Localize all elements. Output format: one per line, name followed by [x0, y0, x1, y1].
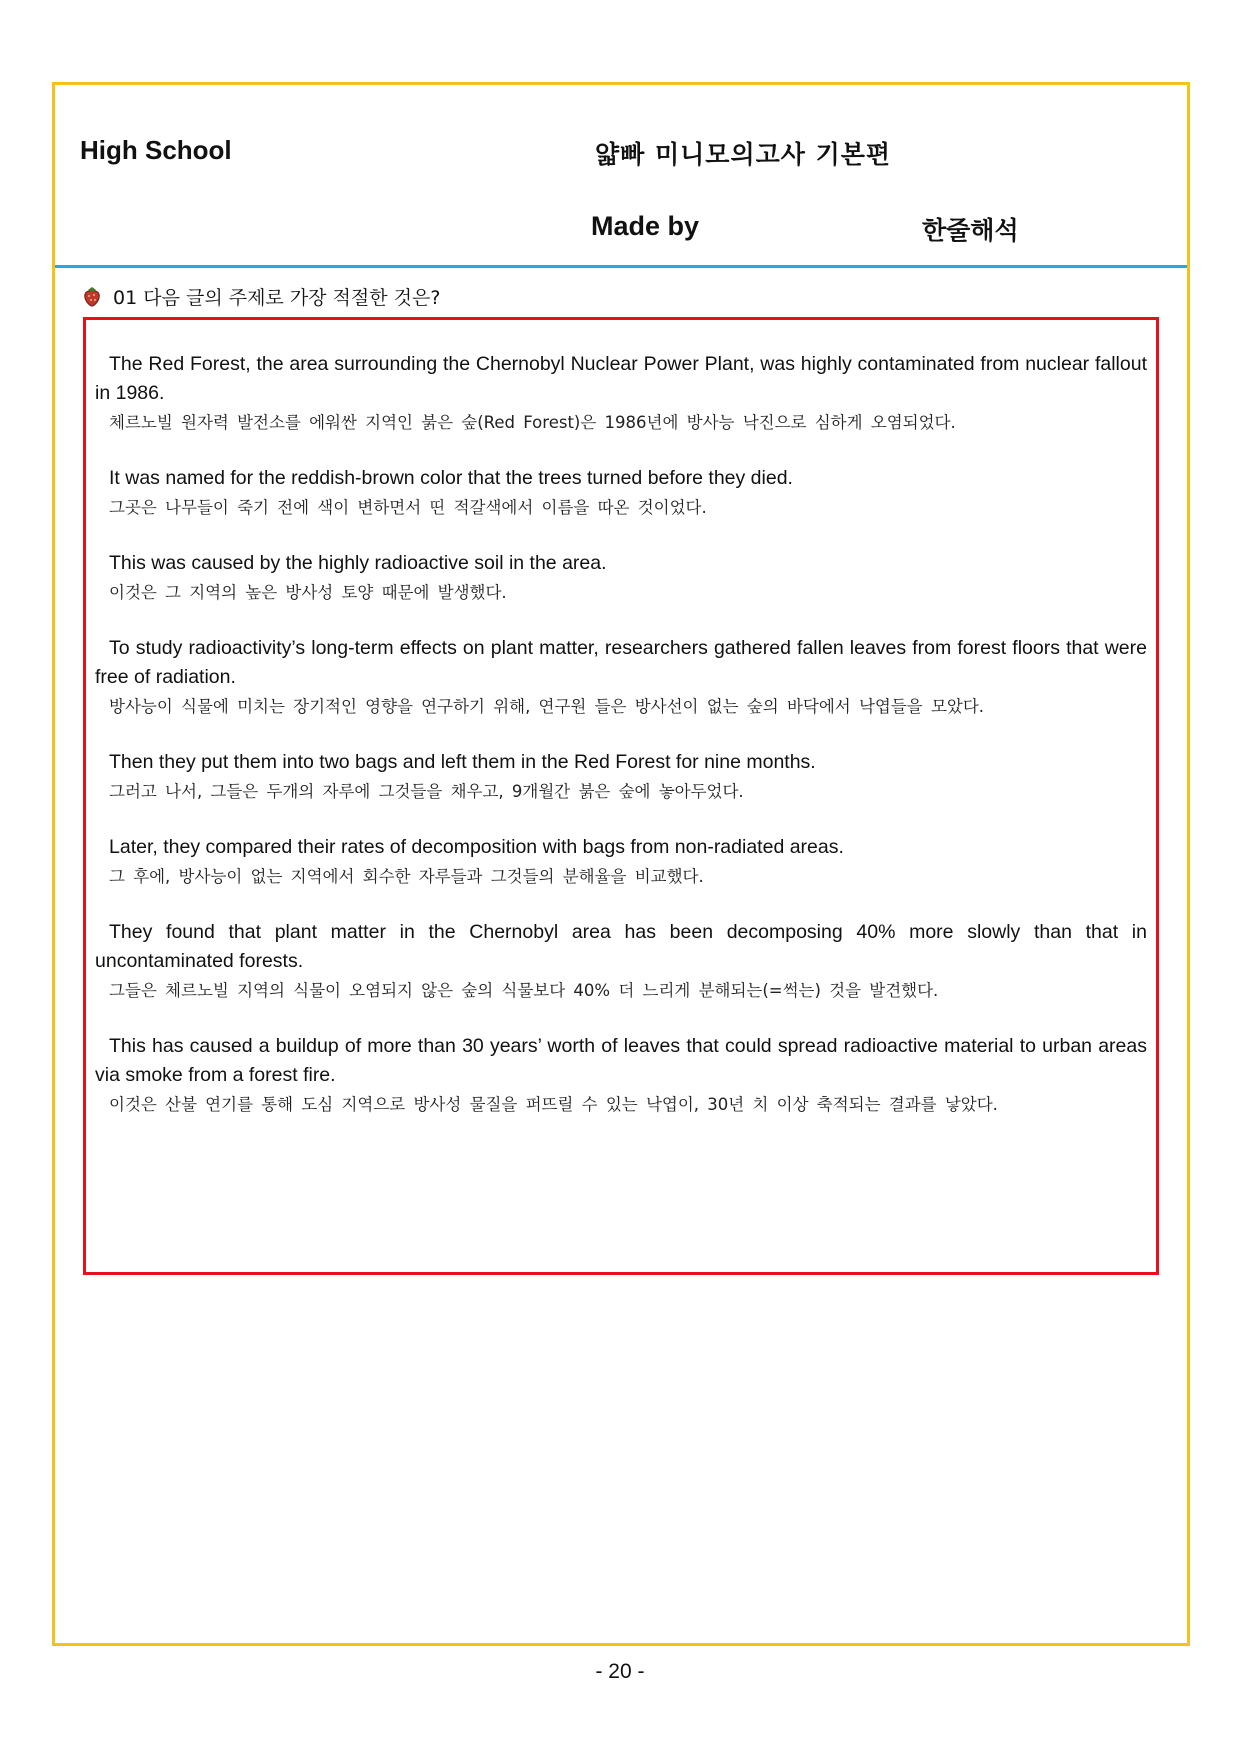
sentence-pair-7 — [95, 918, 1147, 1002]
english-sentence: This has caused a buildup of more than 30 years’ worth of leaves that could spread radioactive material to urban areas via smoke from a forest fire. — [95, 1035, 1147, 1086]
english-sentence: This was caused by the highly radioactive soil in the area. — [109, 552, 607, 574]
passage-box — [83, 317, 1159, 1275]
sentence-pair-4 — [95, 634, 1147, 718]
english-sentence: Later, they compared their rates of decomposition with bags from non-radiated areas. — [109, 836, 844, 858]
sentence-pair-1 — [95, 350, 1147, 434]
made-by-label: Made by — [591, 211, 700, 241]
header — [55, 85, 1187, 268]
korean-translation: 체르노빌 원자력 발전소를 에워싼 지역인 붉은 숲(Red Forest)은 1986년에 방사능 낙진으로 심하게 오염되었다. — [109, 413, 956, 432]
sentence-pair-5 — [95, 748, 1147, 803]
korean-translation: 그곳은 나무들이 죽기 전에 색이 변하면서 띤 적갈색에서 이름을 따온 것이었다. — [109, 498, 707, 517]
page-frame — [52, 82, 1190, 1646]
korean-translation: 그들은 체르노빌 지역의 식물이 오염되지 않은 숲의 식물보다 40% 더 느리게 분해되는(=썩는) 것을 발견했다. — [109, 981, 939, 1000]
english-sentence: The Red Forest, the area surrounding the Chernobyl Nuclear Power Plant, was highly contaminated from nuclear fallout in 1986. — [95, 353, 1147, 404]
korean-translation: 그 후에, 방사능이 없는 지역에서 회수한 자루들과 그것들의 분해율을 비교했다. — [109, 867, 704, 886]
english-sentence: They found that plant matter in the Chernobyl area has been decomposing 40% more slowly than that in uncontaminated forests. — [95, 921, 1147, 972]
sentence-pair-3 — [95, 549, 1147, 604]
workbook-title: 얇빠 미니모의고사 기본편 — [595, 140, 892, 169]
strawberry-icon — [83, 286, 101, 307]
english-sentence: Then they put them into two bags and left them in the Red Forest for nine months. — [109, 751, 816, 773]
korean-translation: 그러고 나서, 그들은 두개의 자루에 그것들을 채우고, 9개월간 붉은 숲에 놓아두었다. — [109, 782, 744, 801]
korean-translation: 이것은 산불 연기를 통해 도심 지역으로 방사성 물질을 퍼뜨릴 수 있는 낙엽이, 30년 치 이상 축적되는 결과를 낳았다. — [109, 1095, 998, 1114]
question-text: 01 다음 글의 주제로 가장 적절한 것은? — [113, 287, 441, 309]
sentence-pair-8 — [95, 1032, 1147, 1116]
page-number: - 20 - — [595, 1660, 645, 1683]
korean-translation: 방사능이 식물에 미치는 장기적인 영향을 연구하기 위해, 연구원 들은 방사선이 없는 숲의 바닥에서 낙엽들을 모았다. — [109, 697, 985, 716]
sentence-pair-6 — [95, 833, 1147, 888]
level-label: High School — [80, 135, 232, 165]
english-sentence: To study radioactivity’s long-term effects on plant matter, researchers gathered fallen leaves from forest floors that were free of radiation. — [95, 637, 1147, 688]
sentence-pair-2 — [95, 464, 1147, 519]
author-label: 한줄해석 — [922, 216, 1019, 245]
english-sentence: It was named for the reddish-brown color that the trees turned before they died. — [109, 467, 793, 489]
korean-translation: 이것은 그 지역의 높은 방사성 토양 때문에 발생했다. — [109, 583, 507, 602]
question-heading — [83, 283, 440, 310]
